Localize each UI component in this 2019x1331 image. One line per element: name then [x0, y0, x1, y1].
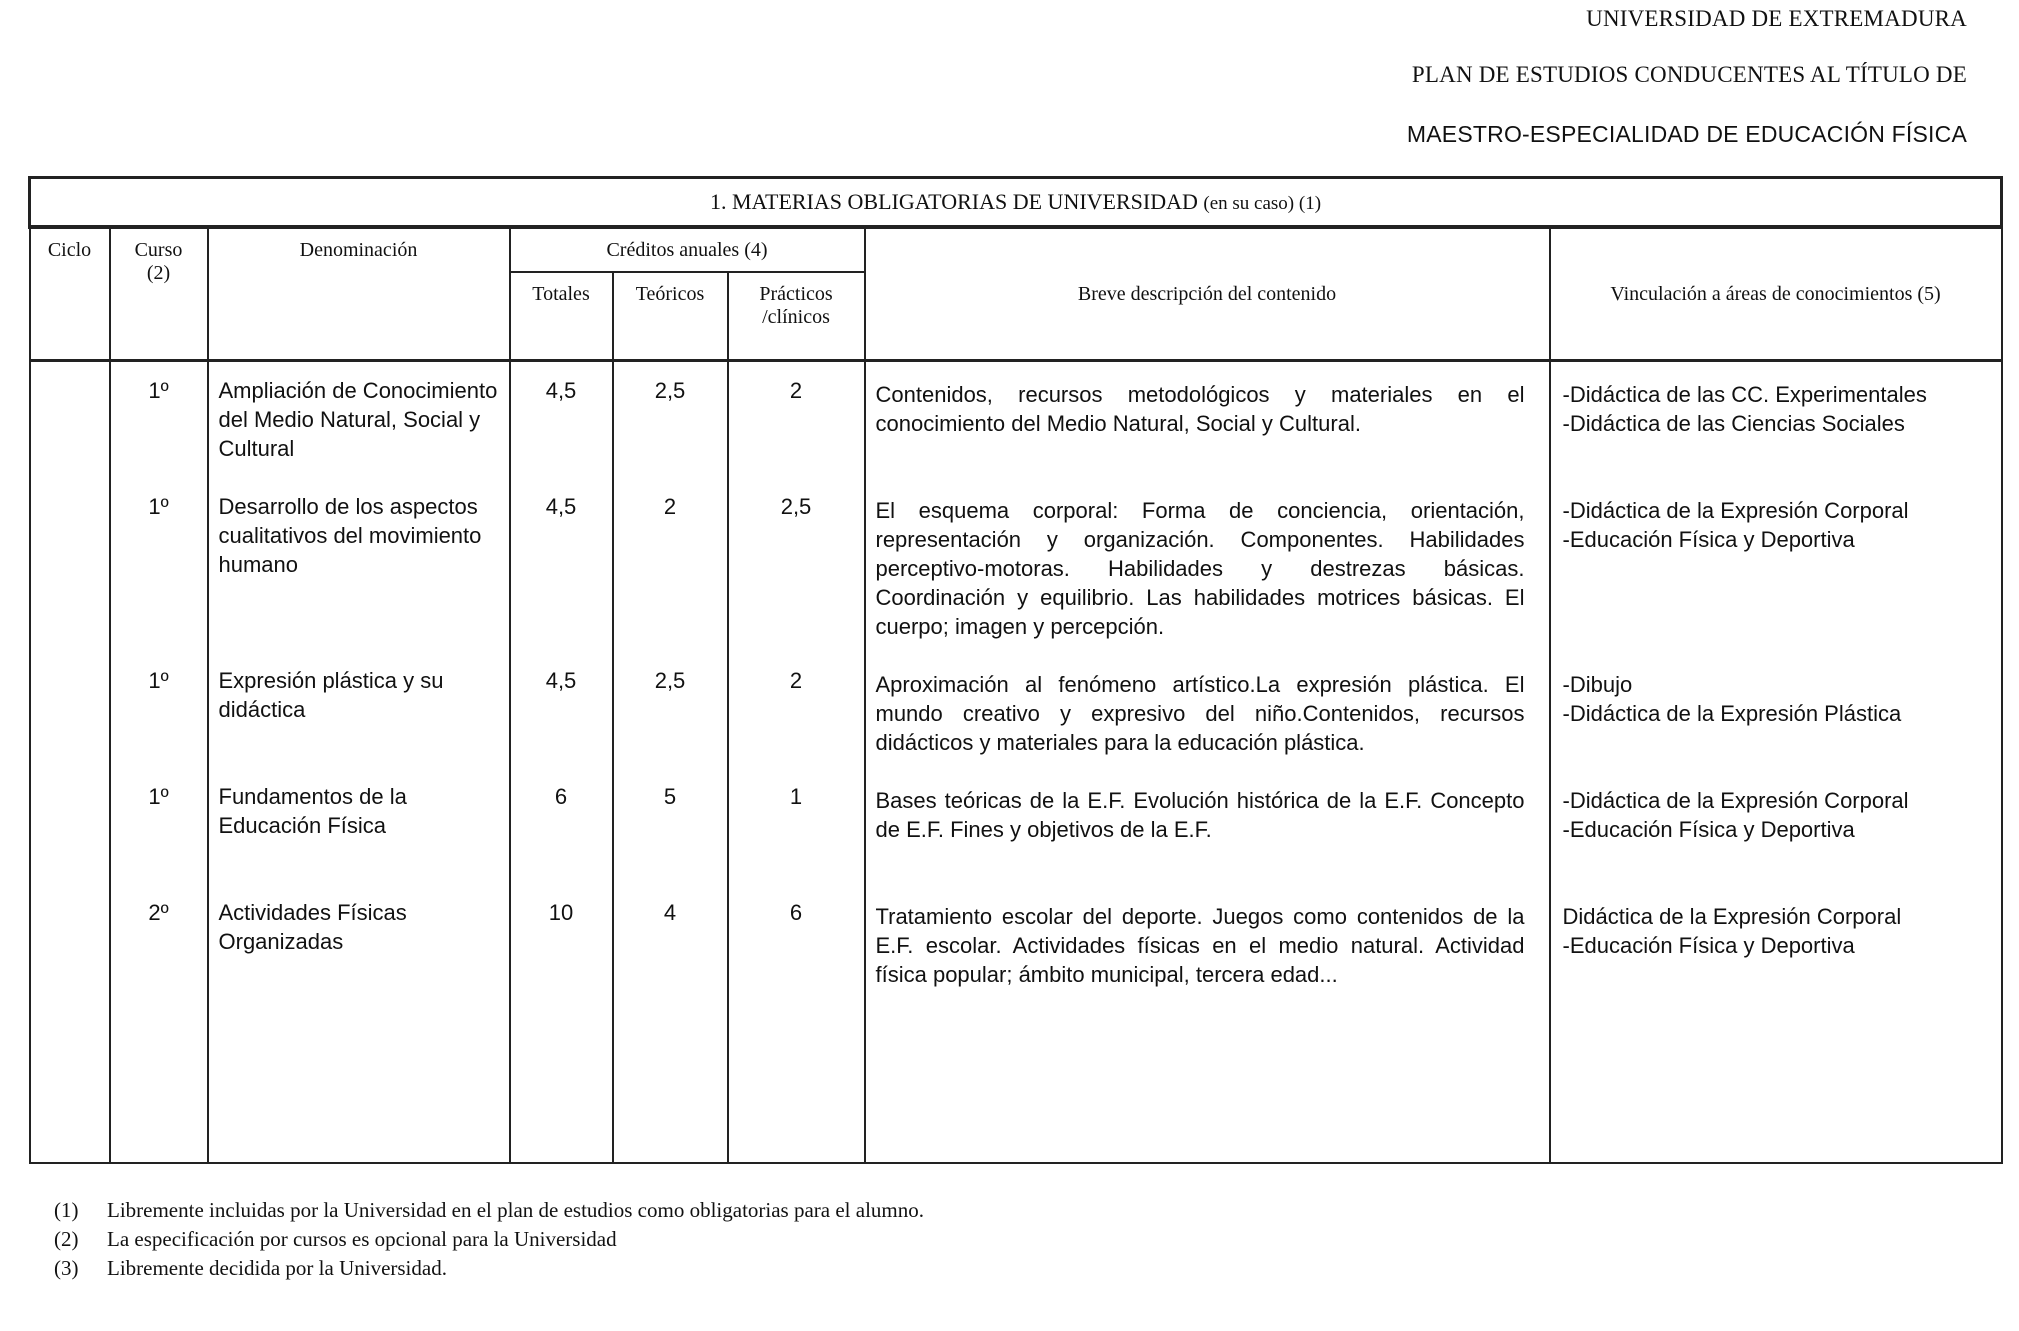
col-teoricos: Teóricos	[613, 272, 728, 361]
header-plan: PLAN DE ESTUDIOS CONDUCENTES AL TÍTULO DE	[1411, 62, 1967, 87]
credits-theory: 5	[663, 784, 677, 809]
footnote: (2) La especificación por cursos es opcional para la Universidad	[54, 1227, 617, 1251]
knowledge-areas: -Dibujo -Didáctica de la Expresión Plástica	[1562, 672, 1902, 726]
content-description: Aproximación al fenómeno artístico.La expresión plástica. El mundo creativo y expresivo del niño.Contenidos, recursos didácticos y materiales para la educación plástica.	[875, 672, 1525, 755]
credits-practice: 6	[789, 900, 803, 925]
curso-cell	[110, 361, 208, 1164]
subject-name: Expresión plástica y su didáctica	[218, 668, 444, 722]
credits-practice: 2	[789, 378, 803, 403]
col-creditos: Créditos anuales (4)	[510, 227, 865, 272]
col-descripcion: Breve descripción del contenido	[865, 227, 1550, 361]
footnote: (1) Libremente incluidas por la Universidad en el plan de estudios como obligatorias para el alumno.	[54, 1198, 925, 1222]
credits-total: 4,5	[545, 378, 577, 403]
curso-value: 1º	[148, 668, 169, 693]
content-description: El esquema corporal: Forma de conciencia, orientación, representación y organización. Componentes. Habilidades perceptivo-motoras. Habilidades y destrezas básicas. Coordinación y equilibrio. Las habilidades motrices básicas. El cuerpo; imagen y percepción.	[875, 498, 1525, 639]
credits-theory: 4	[663, 900, 677, 925]
totales-cell	[510, 361, 613, 1164]
subject-name: Ampliación de Conocimiento del Medio Natural, Social y Cultural	[218, 378, 498, 461]
col-vinculacion: Vinculación a áreas de conocimientos (5)	[1550, 227, 2002, 361]
subjects-table	[28, 176, 2000, 1164]
knowledge-areas: -Didáctica de las CC. Experimentales -Didáctica de las Ciencias Sociales	[1562, 382, 1927, 436]
knowledge-areas: -Didáctica de la Expresión Corporal -Educación Física y Deportiva	[1562, 498, 1909, 552]
knowledge-areas: Didáctica de la Expresión Corporal -Educación Física y Deportiva	[1562, 904, 1902, 958]
subject-name: Fundamentos de la Educación Física	[218, 784, 407, 838]
credits-theory: 2,5	[654, 378, 686, 403]
col-totales: Totales	[510, 272, 613, 361]
footnote: (3) Libremente decidida por la Universidad.	[54, 1256, 447, 1280]
curso-value: 1º	[148, 494, 169, 519]
credits-theory: 2,5	[654, 668, 686, 693]
practicos-cell	[728, 361, 865, 1164]
descripcion-cell	[865, 361, 1550, 1164]
table-title: 1. MATERIAS OBLIGATORIAS DE UNIVERSIDAD (en su caso) (1)	[30, 178, 2002, 228]
col-curso: Curso (2)	[110, 227, 208, 361]
header-degree: MAESTRO-ESPECIALIDAD DE EDUCACIÓN FÍSICA	[1406, 121, 1967, 147]
curso-value: 2º	[148, 900, 169, 925]
credits-total: 4,5	[545, 494, 577, 519]
content-description: Contenidos, recursos metodológicos y materiales en el conocimiento del Medio Natural, Social y Cultural.	[875, 382, 1525, 436]
subject-name: Actividades Físicas Organizadas	[218, 900, 407, 954]
ciclo-cell	[30, 361, 110, 1164]
credits-practice: 2	[789, 668, 803, 693]
credits-practice: 2,5	[780, 494, 812, 519]
content-description: Tratamiento escolar del deporte. Juegos como contenidos de la E.F. escolar. Actividades físicas en el medio natural. Actividad física popular; ámbito municipal, tercera edad...	[875, 904, 1525, 987]
credits-total: 6	[554, 784, 568, 809]
curso-value: 1º	[148, 784, 169, 809]
header-university: UNIVERSIDAD DE EXTREMADURA	[1586, 6, 1967, 31]
vinculacion-cell	[1550, 361, 2002, 1164]
col-ciclo: Ciclo	[30, 227, 110, 361]
content-description: Bases teóricas de la E.F. Evolución histórica de la E.F. Concepto de E.F. Fines y objetivos de la E.F.	[875, 788, 1525, 842]
footnotes	[54, 1196, 924, 1283]
credits-practice: 1	[789, 784, 803, 809]
credits-total: 10	[548, 900, 574, 925]
denominacion-cell	[208, 361, 510, 1164]
curso-value: 1º	[148, 378, 169, 403]
subject-name: Desarrollo de los aspectos cualitativos del movimiento humano	[218, 494, 482, 577]
credits-total: 4,5	[545, 668, 577, 693]
col-practicos: Prácticos /clínicos	[728, 272, 865, 361]
col-denominacion: Denominación	[208, 227, 510, 361]
credits-theory: 2	[663, 494, 677, 519]
teoricos-cell	[613, 361, 728, 1164]
knowledge-areas: -Didáctica de la Expresión Corporal -Educación Física y Deportiva	[1562, 788, 1909, 842]
